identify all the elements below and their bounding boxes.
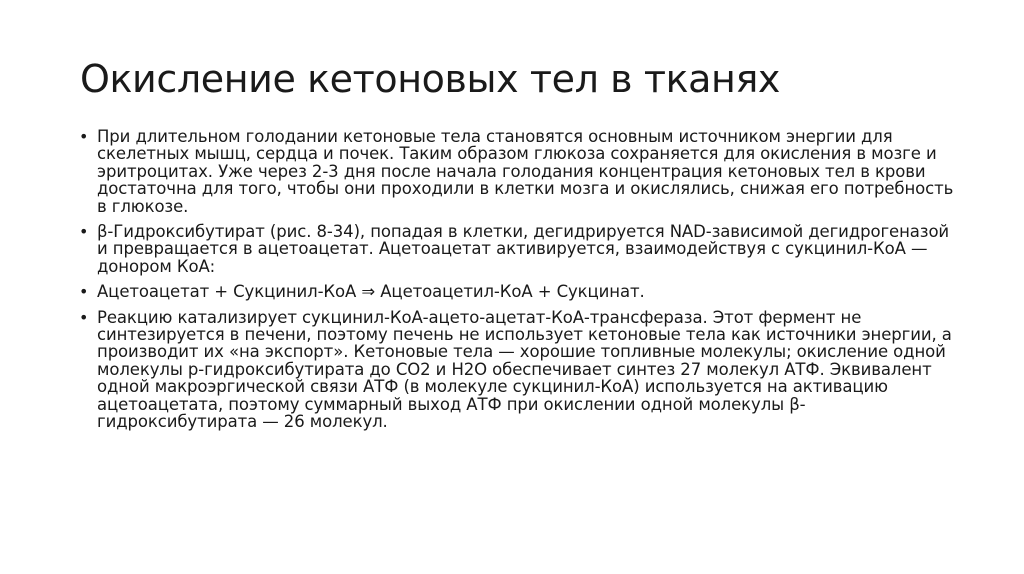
bullet-item xyxy=(76,309,956,431)
bullet-item xyxy=(76,223,956,275)
bullet-text: Реакцию катализирует сукцинил-КоА-ацето-ацетат-КоА-трансфераза. Этот фермент не синтезируется в печени, поэтому печень не использует кетоновые тела как источники энергии, а производит их «на экспорт». Кетоновые тела — хорошие топливные молекулы; окисление одной молекулы р-гидроксибутирата до СО2 и Н2О обеспечивает синтез 27 молекул АТФ. Эквивалент одной макроэргической связи АТФ (в молекуле сукцинил-КоА) используется на активацию ацетоацетата, поэтому суммарный выход АТФ при окислении одной молекулы β-гидроксибутирата — 26 молекул. xyxy=(97,307,952,432)
bullet-text: β-Гидроксибутират (рис. 8-34), попадая в клетки, дегидрируется NAD-зависимой дегидрогеназой и превращается в ацетоацетат. Ацетоацетат активируется, взаимодействуя с сукцинил-КоА — донором КоА: xyxy=(97,222,950,276)
bullet-text: Ацетоацетат + Сукцинил-КоА ⇒ Ацетоацетил-КоА + Сукцинат. xyxy=(97,282,645,302)
bullet-list xyxy=(76,128,956,439)
bullet-marker: • xyxy=(79,282,89,302)
bullet-item xyxy=(76,128,956,215)
bullet-text: При длительном голодании кетоновые тела становятся основным источником энергии для скелетных мышц, сердца и почек. Таким образом глюкоза сохраняется для окисления в мозге и эритроцитах. Уже через 2-3 дня после начала голодания концентрация кетоновых тел в крови достаточна для того, чтобы они проходили в клетки мозга и окислялись, снижая его потребность в глюкозе. xyxy=(97,127,954,216)
bullet-marker: • xyxy=(79,307,89,327)
bullet-marker: • xyxy=(79,127,89,146)
bullet-marker: • xyxy=(79,222,89,242)
slide-title: Окисление кетоновых тел в тканях xyxy=(80,57,781,101)
bullet-item xyxy=(76,283,956,300)
